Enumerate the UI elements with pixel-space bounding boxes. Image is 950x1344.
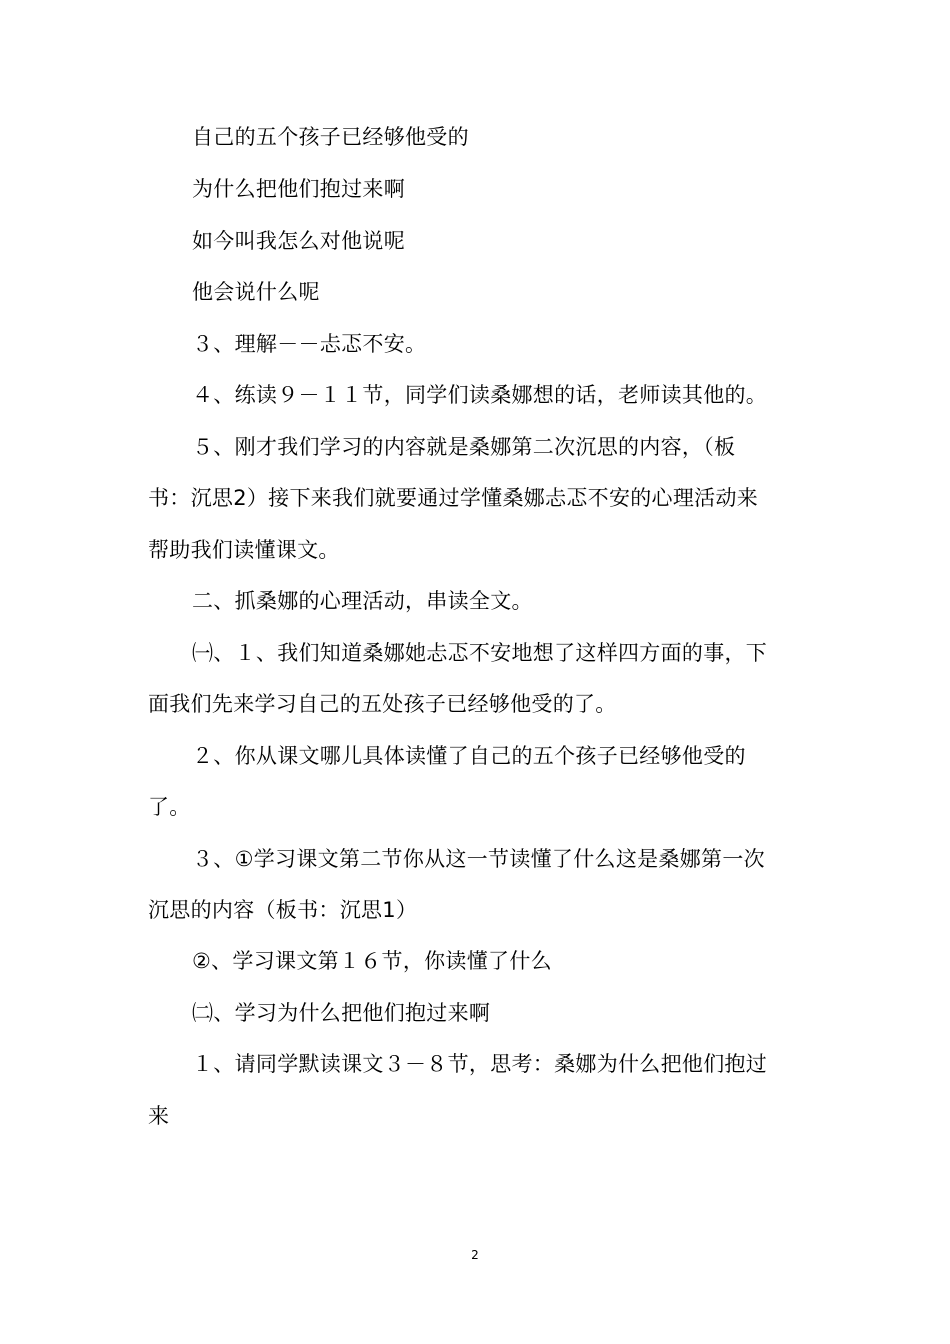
text-line: ㈡、学习为什么把他们抱过来啊 bbox=[192, 1001, 491, 1025]
text-line: ３、理解－－忐忑不安。 bbox=[192, 332, 427, 356]
text-line: １、请同学默读课文３－８节，思考：桑娜为什么把他们抱过 bbox=[192, 1052, 768, 1076]
text-line: 帮助我们读懂课文。 bbox=[148, 538, 340, 562]
text-line: 来 bbox=[148, 1104, 170, 1128]
text-line: ３、①学习课文第二节你从这一节读懂了什么这是桑娜第一次 bbox=[192, 847, 765, 871]
text-line: 二、抓桑娜的心理活动，串读全文。 bbox=[192, 589, 533, 613]
text-line: ②、学习课文第１６节，你读懂了什么 bbox=[192, 949, 552, 973]
text-line: 书：沉思2）接下来我们就要通过学懂桑娜忐忑不安的心理活动来 bbox=[148, 486, 759, 510]
text-line: ２、你从课文哪儿具体读懂了自己的五个孩子已经够他受的 bbox=[192, 744, 746, 768]
text-line: 沉思的内容（板书：沉思1） bbox=[148, 898, 418, 922]
text-line: 面我们先来学习自己的五处孩子已经够他受的了。 bbox=[148, 692, 617, 716]
text-line: ４、练读９－１１节，同学们读桑娜想的话，老师读其他的。 bbox=[192, 383, 768, 407]
text-line: 了。 bbox=[148, 795, 191, 819]
text-line: 他会说什么呢 bbox=[192, 280, 320, 304]
page-number: 2 bbox=[471, 1248, 479, 1262]
text-line: 自己的五个孩子已经够他受的 bbox=[192, 125, 469, 149]
text-line: ５、刚才我们学习的内容就是桑娜第二次沉思的内容，（板 bbox=[192, 435, 736, 459]
text-line: ㈠、１、我们知道桑娜她忐忑不安地想了这样四方面的事，下 bbox=[192, 641, 768, 665]
text-line: 如今叫我怎么对他说呢 bbox=[192, 229, 405, 253]
text-line: 为什么把他们抱过来啊 bbox=[192, 177, 405, 201]
